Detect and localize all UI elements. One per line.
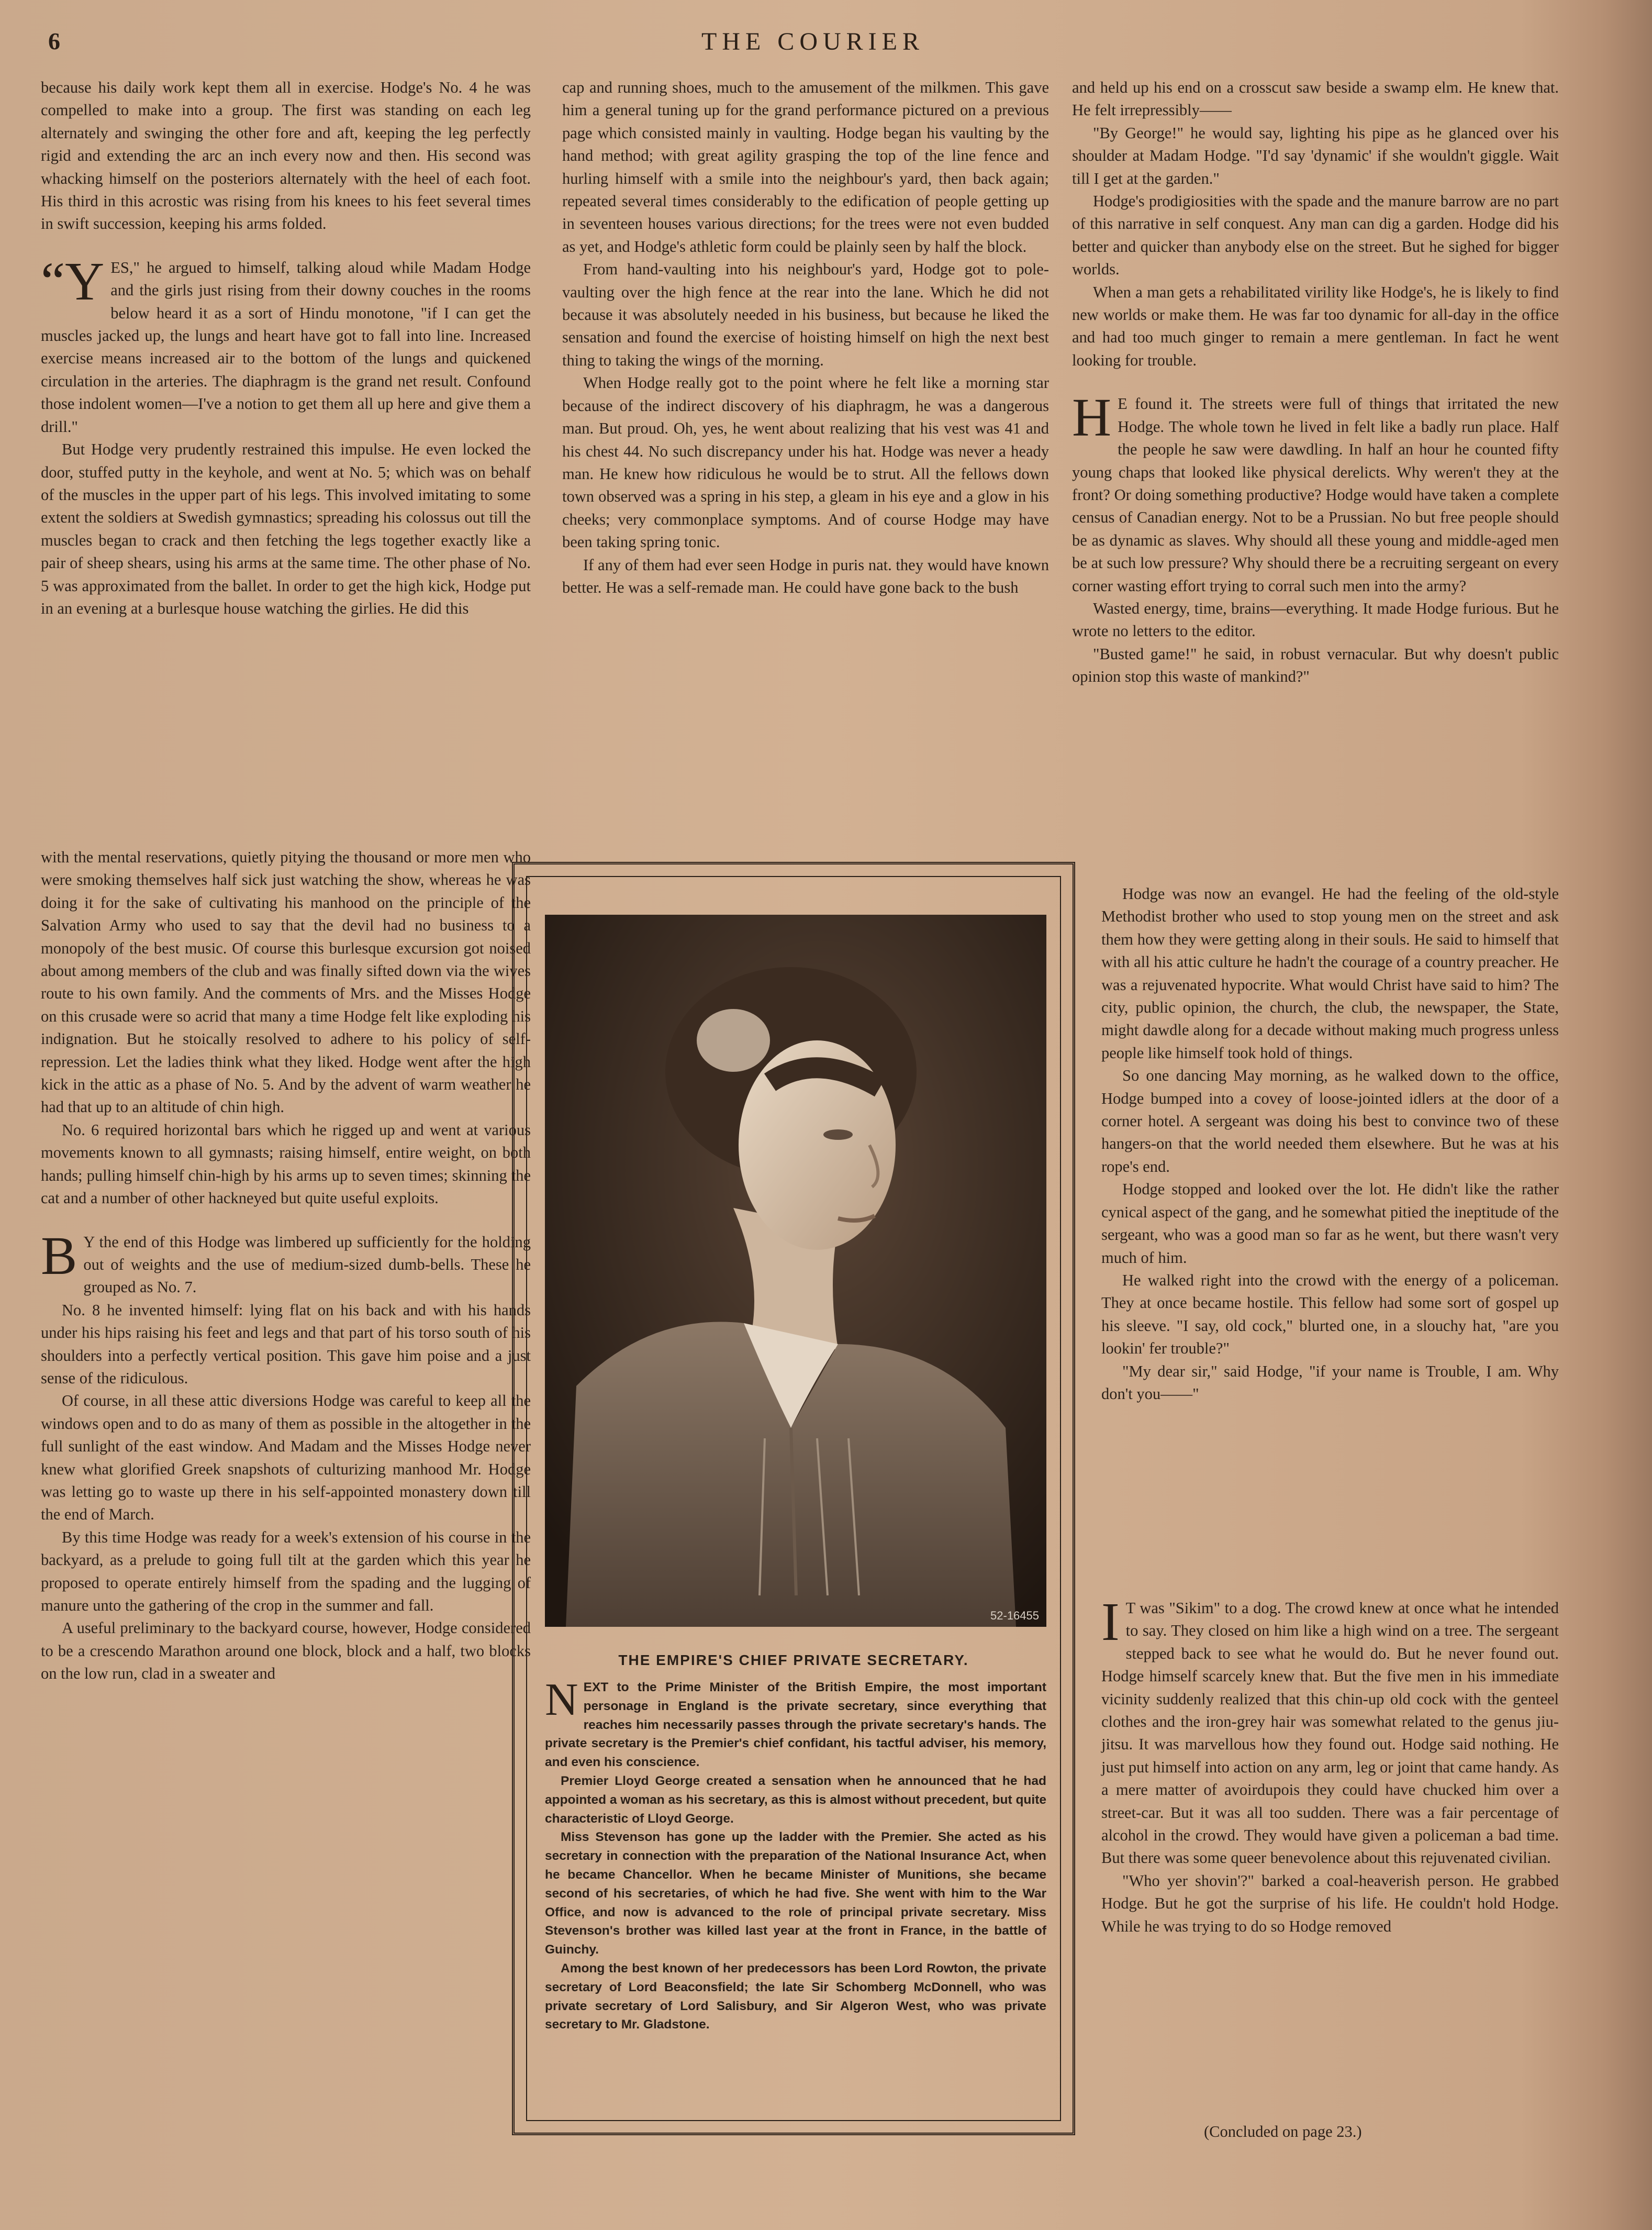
paragraph: He walked right into the crowd with the energy of a policeman. They at once became hostile. This fellow had some sort of gospel up his sleeve. "I say, old cock," blurted one, in a slouchy hat, "are you lookin' fer trouble?" [1101, 1271, 1559, 1358]
paragraph: When Hodge really got to the point where he felt like a morning star because of the indirect discovery of his diaphragm, he was a dangerous man. But proud. Oh, yes, he went about realizing that his vest was 41 and his chest 44. No such discrepancy under his hat. Hodge was never a heady man. He knew how ridiculous he would be to strut. All the fellows down town observed was a spring in his step, a gleam in his eye and a glow in his cheeks; very commonplace symptoms. And of course Hodge may have been taking spring tonic. [562, 374, 1049, 551]
drop-cap: B [41, 1225, 77, 1286]
portrait-photo [545, 915, 1046, 1627]
paragraph: Of course, in all these attic diversions Hodge was careful to keep all the windows open and to do as many of them as possible in the altogether in the full sunlight of the east window. And Madam and the Misses Hodge never knew what glorified Greek snapshots of culturizing manhood Mr. Hodge was letting go to waste up there in his self-appointed monastery down till the end of March. [41, 1392, 531, 1524]
paragraph: But Hodge very prudently restrained this impulse. He even locked the door, stuffed putty in the keyhole, and went at No. 5; which was on behalf of the muscles in the upper part of his legs. This involved imitating to some extent the soldiers at Swedish gymnastics; spreading his colossus out till the muscles began to crack and then fetching the legs together exactly like a pair of sheep shears, using his arms at the same time. The other phase of No. 5 was approximated from the ballet. In order to get the high kick, Hodge put in an evening at a burlesque house watching the girlies. He did this [41, 440, 531, 617]
caption-paragraph: Miss Stevenson has gone up the ladder with the Premier. She acted as his secretary in connection with the preparation of the National Insurance Act, when he became Chancellor. When he became Minister of Munitions, she became second of his secretaries, of which he had five. She went with him to the War Office, and now is advanced to the role of principal private secretary. Miss Stevenson's brother was killed last year at the front in France, in the battle of Guinchy. [545, 1830, 1046, 1957]
paragraph: So one dancing May morning, as he walked down to the office, Hodge bumped into a covey of loose-jointed idlers at the door of a corner hotel. A sergeant was doing his best to convince two of these hangers-on that the world needed them elsewhere. But he was at his rope's end. [1101, 1067, 1559, 1175]
page-number: 6 [48, 28, 60, 54]
paragraph: Hodge was now an evangel. He had the feeling of the old-style Methodist brother who used to stop young men on the street and ask them how they were getting along in their souls. He said to himself that with all his attic culture he hadn't the courage of a country preacher. He was a rejuvenated hypocrite. What would Christ have said to him? The city, public opinion, the church, the club, the newspaper, the State, might dawdle along for a decade without making much progress unless people like himself took hold of things. [1101, 885, 1559, 1062]
paragraph: H E found it. The streets were full of things that irritated the new Hodge. The whole town he lived in felt like a badly run place. Half the people he saw were dawdling. In half an hour he counted fifty young chaps that looked like physical derelicts. Why weren't they at the front? Or doing something productive? Hodge would have taken a complete census of Canadian energy. Not to be a Prussian. No but free people should be as dynamic as slaves. Why should all these young and middle-aged men be at such low pressure? Why should there be a recruiting sergeant on every corner wasting effort trying to corral such men into the army? [1072, 387, 1559, 595]
paragraph: From hand-vaulting into his neighbour's yard, Hodge got to pole-vaulting over the high fence at the rear into the lane. Which he did not because it was absolutely needed in his business, but because he liked the sensation and found the exercise of hoisting himself on high the next best thing to taking the wings of the morning. [562, 260, 1049, 369]
paragraph: Hodge's prodigiosities with the spade and the manure barrow are no part of this narrative in self conquest. Any man can dig a garden. Hodge did his better and quicker than anybody else on the street. But he sighed for bigger worlds. [1072, 192, 1559, 279]
paragraph: A useful preliminary to the backyard course, however, Hodge considered to be a crescendo Marathon around one block, block and a half, two blocks on the low run, clad in a sweater and [41, 1619, 531, 1683]
paragraph: "My dear sir," said Hodge, "if your name is Trouble, I am. Why don't you——" [1101, 1362, 1559, 1403]
paragraph: "Who yer shovin'?" barked a coal-heaverish person. He grabbed Hodge. But he got the surprise of his life. He couldn't hold Hodge. While he was trying to do so Hodge removed [1101, 1871, 1559, 1935]
column-1-bottom [41, 846, 531, 1685]
paragraph: Wasted energy, time, brains—everything. It made Hodge furious. But he wrote no letters to the editor. [1072, 599, 1559, 640]
paragraph: I T was "Sikim" to a dog. The crowd knew at once what he intended to say. They closed on him like a high wind on a tree. The sergeant stepped back to see what he would do. But he never found out. Hodge himself scarcely knew that. But the five men in his immediate vicinity suddenly realized that this chin-up old cock with the genteel clothes and the iron-grey hair was somewhat related to the genus jiu-jitsu. It was marvellous how they found out. Hodge said nothing. He just put himself into action on any arm, leg or joint that came handy. As a mere matter of avoirdupois they could have chucked him over a street-car. But it was all too sudden. There was a fair percentage of alcohol in the crowd. They would have given a policeman a bad time. But there was some queer benevolence about this rejuvenated civilian. [1101, 1592, 1559, 1867]
publication-masthead: THE COURIER [701, 28, 924, 56]
drop-cap: I [1101, 1592, 1120, 1652]
negative-number: 52-16455 [990, 1609, 1039, 1622]
photo-frame [526, 876, 1061, 2121]
caption-paragraph: Premier Lloyd George created a sensation when he announced that he had appointed a woman as his secretary, as this is almost without precedent, but quite characteristic of Lloyd George. [545, 1773, 1046, 1826]
paragraph: "By George!" he would say, lighting his pipe as he glanced over his shoulder at Madam Hodge. "I'd say 'dynamic' if she wouldn't giggle. Wait till I get at the garden." [1072, 124, 1559, 187]
paragraph: Hodge stopped and looked over the lot. He didn't like the rather cynical aspect of the gang, and he somewhat pitied the ineptitude of the sergeant, who was a good man so far as he went, but there wasn't very much of him. [1101, 1180, 1559, 1267]
column-2 [562, 76, 1049, 599]
drop-cap: “Y [41, 251, 105, 312]
continuation-note: (Concluded on page 23.) [1204, 2123, 1362, 2140]
column-3-middle [1101, 883, 1559, 1405]
drop-cap: H [1072, 387, 1112, 448]
column-1-top [41, 76, 531, 620]
paragraph: By this time Hodge was ready for a week's extension of his course in the backyard, as a prelude to going full tilt at the garden which this year he proposed to operate entirely himself from the spading and the lugging of manure unto the gathering of the crop in the summer and fall. [41, 1528, 531, 1614]
paragraph: and held up his end on a crosscut saw beside a swamp elm. He knew that. He felt irrepressibly—— [1072, 79, 1559, 119]
paragraph: "Busted game!" he said, in robust vernacular. But why doesn't public opinion stop this waste of mankind?" [1072, 645, 1559, 686]
caption-paragraph: Among the best known of her predecessors has been Lord Rowton, the private secretary of Lord Beaconsfield; the late Sir Schomberg McDonnell, who was private secretary of Lord Salisbury, and Sir Algeron West, who was private secretary to Mr. Gladstone. [545, 1961, 1046, 2032]
photo-feature-box [512, 862, 1075, 2135]
paragraph: B Y the end of this Hodge was limbered up sufficiently for the holding out of weights and the use of medium-sized dumb-bells. These he grouped as No. 7. [41, 1225, 531, 1296]
column-3-top [1072, 76, 1559, 689]
paragraph: because his daily work kept them all in exercise. Hodge's No. 4 he was compelled to make into a group. The first was standing on each leg alternately and swinging the other fore and aft, keeping the leg perfectly rigid and extending the arc an inch every now and then. His second was whacking himself on the posteriors alternately with the heel of each foot. His third in this acrostic was rising from his knees to his feet several times in swift succession, keeping his arms folded. [41, 79, 531, 233]
caption-body [545, 1674, 1046, 2034]
paragraph: No. 8 he invented himself: lying flat on his back and with his hands under his hips raising his feet and legs and that part of his torso south of his shoulders into a perfectly vertical position. This gave him poise and a just sense of the ridiculous. [41, 1301, 531, 1387]
caption-title: THE EMPIRE'S CHIEF PRIVATE SECRETARY. [618, 1652, 969, 1668]
paragraph: “YES," he argued to himself, talking aloud while Madam Hodge and the girls just rising from their downy couches in the rooms below heard it as a sort of Hindu monotone, "if I can get the muscles jacked up, the lungs and heart have got to fall into line. Increased exercise means increased air to the bottom of the lungs and quickened circulation in the arteries. The diaphragm is the grand net result. Confound those indolent women—I've a notion to get them all up here and give them a drill." [41, 251, 531, 436]
paragraph: cap and running shoes, much to the amusement of the milkmen. This gave him a general tuning up for the grand performance pictured on a previous page which consisted mainly in vaulting. Hodge began his vaulting by the hand method; with great agility grasping the top of the line fence and hurling himself with a smile into the neighbour's yard, then back again; repeated several times considerably to the edification of people getting up in seventeen houses various directions; for the trees were not even budded as yet, and Hodge's athletic form could be plainly seen by half the block. [562, 79, 1049, 256]
paragraph: No. 6 required horizontal bars which he rigged up and went at various movements known to all gymnasts; raising himself, entire weight, on both hands; pulling himself chin-high by his arms up to seven times; skinning the cat and a number of other hackneyed but quite useful exploits. [41, 1120, 531, 1207]
paragraph: When a man gets a rehabilitated virility like Hodge's, he is likely to find new worlds or make them. He was far too dynamic for all-day in the office and had too much ginger to remain a mere gentleman. In fact he went looking for trouble. [1072, 283, 1559, 369]
column-3-bottom [1101, 1592, 1559, 1938]
drop-cap: N [545, 1674, 578, 1725]
portrait-image [545, 915, 1046, 1627]
paragraph: with the mental reservations, quietly pitying the thousand or more men who were smoking themselves half sick just watching the show, whereas he was doing it for the sake of cultivating his manhood on the principle of the Salvation Army who used to say that the devil had no business to a monopoly of the best music. Of course this burlesque excursion got noised about among members of the club and was finally sifted down via the wives route to his own family. And the comments of Mrs. and the Misses Hodge on this crusade were so acrid that many a time Hodge felt like exploding his indignation. But he stoically resolved to adhere to his policy of self-repression. Let the ladies think what they liked. Hodge went after the high kick in the attic as a phase of No. 5. And by the advent of warm weather he had that up to an altitude of chin high. [41, 848, 531, 1116]
caption-paragraph: NEXT to the Prime Minister of the British Empire, the most important personage in England is the private secretary, since everything that reaches him necessarily passes through the private secretary's hands. The private secretary is the Premier's chief confidant, his tactful adviser, his memory, and even his conscience. [545, 1674, 1046, 1770]
paragraph: If any of them had ever seen Hodge in puris nat. they would have known better. He was a self-remade man. He could have gone back to the bush [562, 556, 1049, 596]
